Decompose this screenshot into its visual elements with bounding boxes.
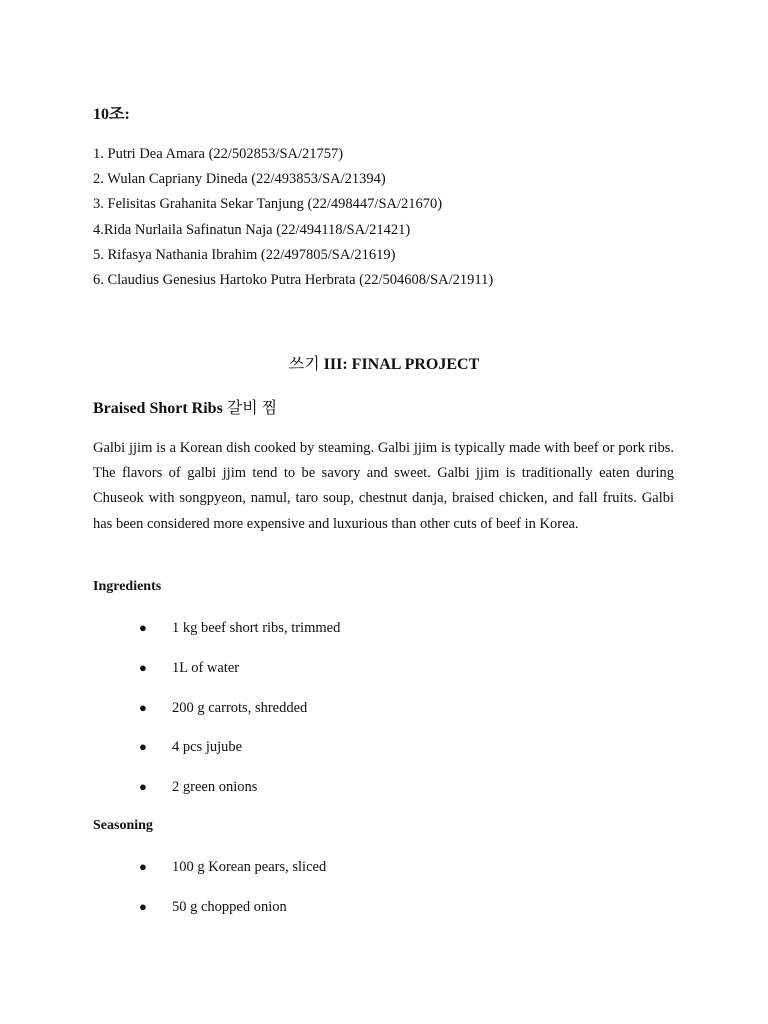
ingredient-text: 4 pcs jujube — [172, 739, 243, 756]
group-title: 10조: — [93, 106, 130, 123]
bullet-icon: ● — [139, 699, 147, 715]
member-item: 4.Rida Nurlaila Safinatun Naja (22/494118/SA/21421) — [93, 221, 411, 238]
member-item: 3. Felisitas Grahanita Sekar Tanjung (22/498447/SA/21670) — [93, 196, 443, 213]
member-item: 2. Wulan Capriany Dineda (22/493853/SA/21394) — [93, 171, 386, 188]
dish-title-english: Braised Short Ribs — [93, 400, 223, 417]
project-title — [0, 351, 768, 374]
ingredient-text: 200 g carrots, shredded — [172, 699, 308, 716]
dish-title-korean: 갈비 찜 — [226, 400, 278, 417]
dish-description: Galbi jjim is a Korean dish cooked by steaming. Galbi jjim is typically made with beef or pork ribs. The flavors of galbi jjim tend to be savory and sweet. Galbi jjim is traditionally eaten during Chuseok with songpyeon, namul, taro soup, chestnut danja, braised chicken, and fall fruits. Galbi has been considered more expensive and luxurious than other cuts of beef in Korea. — [93, 440, 674, 532]
bullet-icon: ● — [139, 739, 147, 755]
bullet-icon: ● — [139, 859, 147, 874]
ingredient-text: 1 kg beef short ribs, trimmed — [172, 620, 341, 636]
dish-title — [93, 395, 277, 418]
project-title-korean: 쓰기 — [288, 356, 320, 373]
bullet-icon: ● — [139, 898, 147, 914]
seasoning-heading: Seasoning — [93, 818, 153, 833]
member-item: 1. Putri Dea Amara (22/502853/SA/21757) — [93, 146, 344, 162]
ingredient-text: 2 green onions — [172, 779, 258, 796]
bullet-icon: ● — [139, 620, 147, 635]
bullet-icon: ● — [139, 779, 147, 795]
member-item: 6. Claudius Genesius Hartoko Putra Herbrata (22/504608/SA/21911) — [93, 271, 494, 288]
bullet-icon: ● — [139, 659, 147, 675]
ingredient-text: 1L of water — [172, 659, 240, 676]
member-list — [93, 144, 493, 295]
seasoning-text: 100 g Korean pears, sliced — [172, 859, 327, 875]
project-title-english: III: FINAL PROJECT — [323, 356, 480, 373]
member-item: 5. Rifasya Nathania Ibrahim (22/497805/SA/21619) — [93, 246, 396, 263]
seasoning-text: 50 g chopped onion — [172, 898, 287, 915]
ingredients-heading: Ingredients — [93, 579, 162, 594]
